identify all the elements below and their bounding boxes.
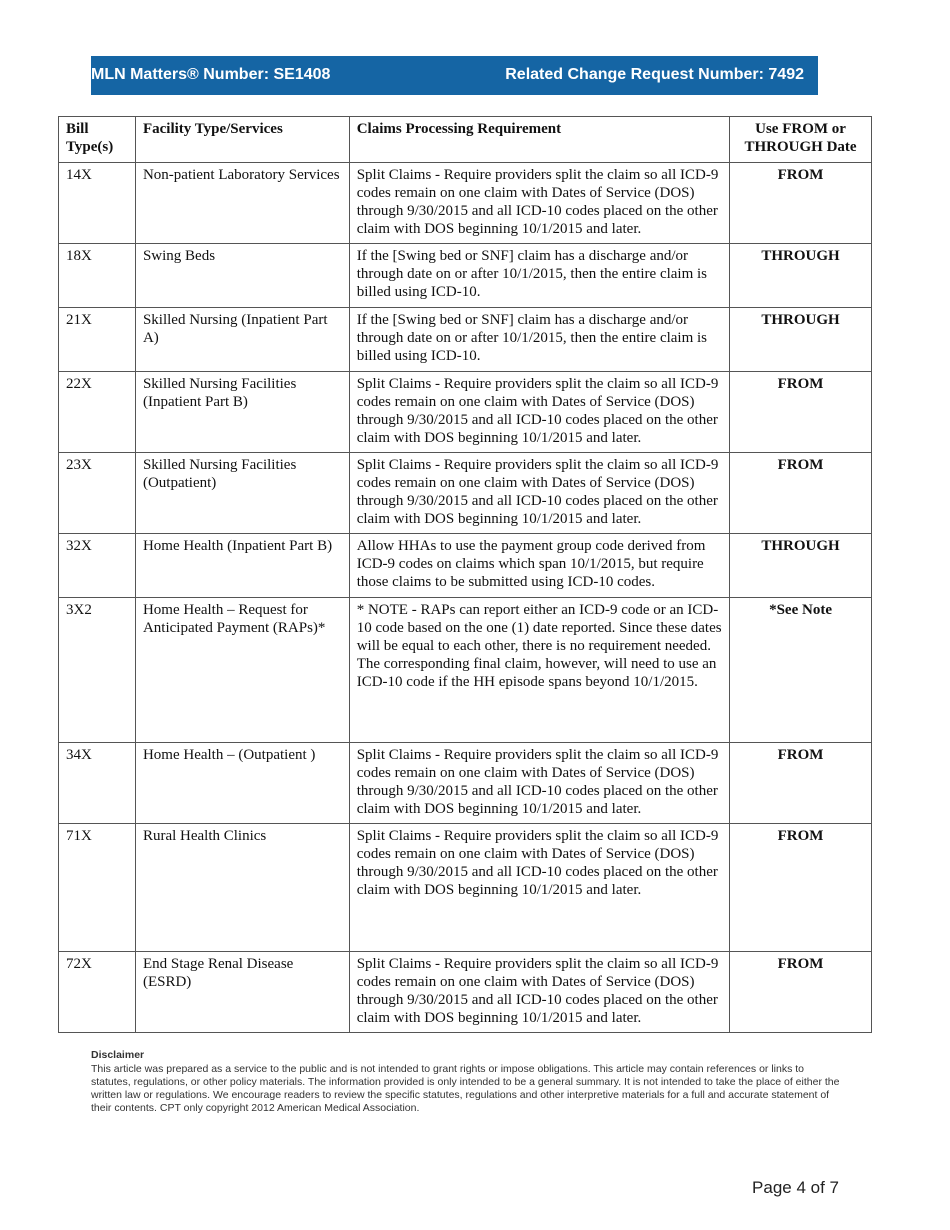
disclaimer bbox=[91, 1049, 843, 1115]
facility-cell: Skilled Nursing (Inpatient Part A) bbox=[135, 308, 349, 372]
facility-cell: Non-patient Laboratory Services bbox=[135, 163, 349, 244]
bill-type-cell: 3X2 bbox=[59, 598, 136, 743]
table-row bbox=[59, 824, 872, 952]
facility-cell: Home Health – Request for Anticipated Payment (RAPs)* bbox=[135, 598, 349, 743]
facility-cell: End Stage Renal Disease (ESRD) bbox=[135, 952, 349, 1033]
header-banner bbox=[91, 56, 818, 95]
disclaimer-heading: Disclaimer bbox=[91, 1049, 145, 1061]
table-row bbox=[59, 743, 872, 824]
table-row bbox=[59, 534, 872, 598]
table-row bbox=[59, 372, 872, 453]
facility-cell: Home Health (Inpatient Part B) bbox=[135, 534, 349, 598]
table-row bbox=[59, 163, 872, 244]
header-bill-type: Bill Type(s) bbox=[59, 117, 136, 163]
table-row bbox=[59, 453, 872, 534]
use-date-cell: FROM bbox=[730, 163, 872, 244]
use-date-cell: THROUGH bbox=[730, 534, 872, 598]
bill-type-cell: 22X bbox=[59, 372, 136, 453]
use-date-cell: *See Note bbox=[730, 598, 872, 743]
requirement-cell: If the [Swing bed or SNF] claim has a discharge and/or through date on or after 10/1/2015, then the entire claim is billed using ICD-10. bbox=[349, 244, 729, 308]
bill-type-cell: 23X bbox=[59, 453, 136, 534]
table-row bbox=[59, 952, 872, 1033]
facility-cell: Home Health – (Outpatient ) bbox=[135, 743, 349, 824]
requirement-cell: Split Claims - Require providers split the claim so all ICD-9 codes remain on one claim with Dates of Service (DOS) through 9/30/2015 and all ICD-10 codes placed on the other claim with DOS beginning 10/1/2015 and later. bbox=[349, 952, 729, 1033]
disclaimer-text: This article was prepared as a service to the public and is not intended to grant rights or impose obligations. This article may contain references or links to statutes, regulations, or other policy materials. The information provided is only intended to be a general summary. It is not intended to take the place of either the written law or regulations. We encourage readers to review the specific statutes, regulations and other interpretive materials for a full and accurate statement of their contents. CPT only copyright 2012 American Medical Association. bbox=[91, 1063, 840, 1114]
facility-cell: Rural Health Clinics bbox=[135, 824, 349, 952]
table-row bbox=[59, 308, 872, 372]
use-date-cell: FROM bbox=[730, 372, 872, 453]
requirement-cell: Split Claims - Require providers split the claim so all ICD-9 codes remain on one claim with Dates of Service (DOS) through 9/30/2015 and all ICD-10 codes placed on the other claim with DOS beginning 10/1/2015 and later. bbox=[349, 824, 729, 952]
header-claims-requirement: Claims Processing Requirement bbox=[349, 117, 729, 163]
change-request-number: Related Change Request Number: 7492 bbox=[505, 66, 804, 83]
use-date-cell: THROUGH bbox=[730, 308, 872, 372]
requirement-cell: If the [Swing bed or SNF] claim has a discharge and/or through date on or after 10/1/2015, then the entire claim is billed using ICD-10. bbox=[349, 308, 729, 372]
table-row bbox=[59, 244, 872, 308]
bill-type-cell: 71X bbox=[59, 824, 136, 952]
requirement-cell: Split Claims - Require providers split the claim so all ICD-9 codes remain on one claim with Dates of Service (DOS) through 9/30/2015 and all ICD-10 codes placed on the other claim with DOS beginning 10/1/2015 and later. bbox=[349, 453, 729, 534]
use-date-cell: FROM bbox=[730, 952, 872, 1033]
bill-type-cell: 72X bbox=[59, 952, 136, 1033]
requirement-cell: * NOTE - RAPs can report either an ICD-9 code or an ICD-10 code based on the one (1) date reported. Since these dates will be equal to each other, there is no requirement needed. The corresponding final claim, however, will need to use an ICD-10 code if the HH episode spans beyond 10/1/2015. bbox=[349, 598, 729, 743]
use-date-cell: FROM bbox=[730, 743, 872, 824]
requirement-cell: Split Claims - Require providers split the claim so all ICD-9 codes remain on one claim with Dates of Service (DOS) through 9/30/2015 and all ICD-10 codes placed on the other claim with DOS beginning 10/1/2015 and later. bbox=[349, 372, 729, 453]
use-date-cell: FROM bbox=[730, 824, 872, 952]
bill-type-cell: 14X bbox=[59, 163, 136, 244]
bill-type-cell: 34X bbox=[59, 743, 136, 824]
table-header-row bbox=[59, 117, 872, 163]
facility-cell: Skilled Nursing Facilities (Inpatient Part B) bbox=[135, 372, 349, 453]
facility-cell: Swing Beds bbox=[135, 244, 349, 308]
requirement-cell: Split Claims - Require providers split the claim so all ICD-9 codes remain on one claim with Dates of Service (DOS) through 9/30/2015 and all ICD-10 codes placed on the other claim with DOS beginning 10/1/2015 and later. bbox=[349, 743, 729, 824]
use-date-cell: FROM bbox=[730, 453, 872, 534]
bill-type-cell: 21X bbox=[59, 308, 136, 372]
bill-type-cell: 32X bbox=[59, 534, 136, 598]
header-use-date: Use FROM or THROUGH Date bbox=[730, 117, 872, 163]
requirement-cell: Split Claims - Require providers split the claim so all ICD-9 codes remain on one claim with Dates of Service (DOS) through 9/30/2015 and all ICD-10 codes placed on the other claim with DOS beginning 10/1/2015 and later. bbox=[349, 163, 729, 244]
bill-type-cell: 18X bbox=[59, 244, 136, 308]
use-date-cell: THROUGH bbox=[730, 244, 872, 308]
header-facility-type: Facility Type/Services bbox=[135, 117, 349, 163]
mln-number: MLN Matters® Number: SE1408 bbox=[91, 66, 331, 83]
table-row bbox=[59, 598, 872, 743]
page-number: Page 4 of 7 bbox=[752, 1178, 839, 1197]
facility-cell: Skilled Nursing Facilities (Outpatient) bbox=[135, 453, 349, 534]
claims-table bbox=[58, 116, 872, 1033]
requirement-cell: Allow HHAs to use the payment group code derived from ICD-9 codes on claims which span 10/1/2015, but require those claims to be submitted using ICD-10 codes. bbox=[349, 534, 729, 598]
